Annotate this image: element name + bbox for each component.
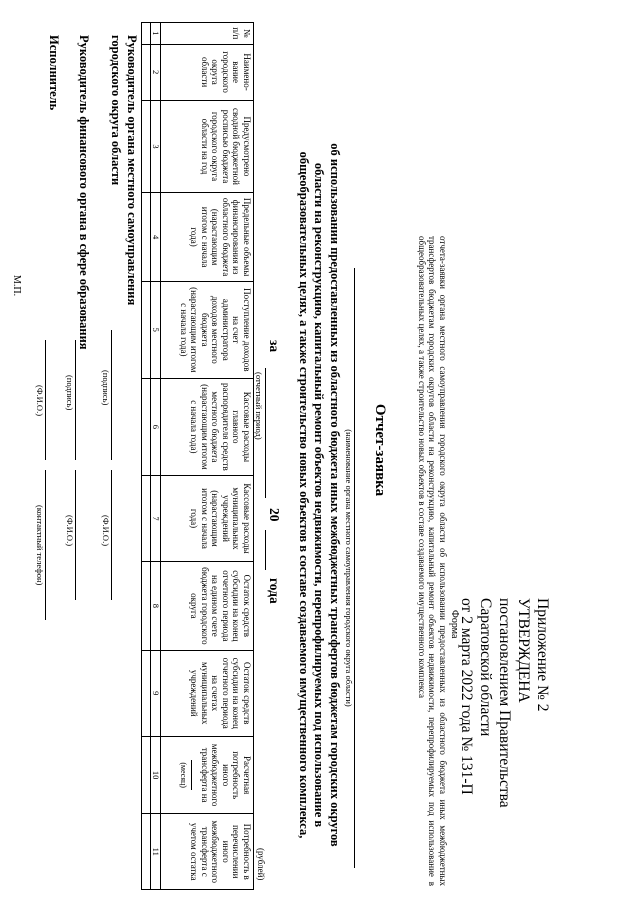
executor-phone-caption: (контактный телефон): [35, 505, 45, 586]
currency-unit: (рублей): [256, 848, 266, 881]
table-cell: [142, 281, 151, 378]
table-cell: [142, 23, 151, 45]
table-cell: 4: [151, 193, 161, 281]
head-local-fio-caption: (Ф.И.О.): [101, 515, 111, 547]
executor-label: Исполнитель: [47, 35, 61, 111]
col-header-balance-single-account: Остаток средств субсидии на конец отчетного периода на едином счете бюджета городского округа: [161, 562, 254, 650]
col-header-institution-expenses: Кассовые расходы муниципальных учреждений (нарастающим итогом с начала года): [161, 475, 254, 561]
table-cell: 9: [151, 650, 161, 736]
col-header-funding-limits: Предельные объемы финансирования из областного бюджета (нарастающим итогом с начала года): [161, 193, 254, 281]
period-twenty: 20: [267, 508, 282, 522]
table-cell: 1: [151, 23, 161, 45]
table-cell: [142, 193, 151, 281]
year-blank-line: [265, 530, 266, 570]
col-header-district: Наимено-вание городского округа области: [161, 44, 254, 100]
executor-fio-line: [45, 340, 46, 460]
table-number-row: [151, 23, 161, 890]
form-label: Форма: [449, 610, 460, 639]
month-blank: [192, 760, 193, 790]
table-cell: [142, 736, 151, 814]
table-cell: [142, 650, 151, 736]
head-local-text: Руководитель органа местного самоуправления городского округа области: [109, 35, 139, 306]
table-cell: [142, 475, 151, 561]
table-cell: [142, 100, 151, 193]
stamp-placeholder: М.П.: [11, 275, 22, 297]
table-cell: 2: [151, 44, 161, 100]
head-local-signature-caption: (подпись): [101, 370, 111, 406]
estimated-need-text: Расчетная потребность иного межбюджетного трансферта на: [200, 743, 252, 807]
table-cell: 11: [151, 814, 161, 890]
col-header-number: № п/п: [161, 23, 254, 45]
col-header-revenue-receipts: Поступление доходов на счет администратора доходов местного бюджета (нарастающим итогом с начала года): [161, 281, 254, 378]
col-header-main-manager-expenses: Кассовые расходы главного распорядителя средств местного бюджета (нарастающим итогом с начала года): [161, 378, 254, 475]
table-cell: 10: [151, 736, 161, 814]
head-finance-fio-line: [75, 470, 76, 600]
report-table: [141, 22, 254, 890]
form-description: отчета-заявки органа местного самоуправления городского округа области об использовании предоставленных из областного бюджета иных межбюджетных трансфертов бюджетам городских округов области на реконструкцию, капитальный ремонт объектов недвижимости, перепрофилируемых под использование в общеобразовательных целях, а также строительство новых объектов в составе создаваемого имущественного комплекса: [417, 236, 448, 886]
period-blank-line: [265, 368, 266, 498]
table-cell: 3: [151, 100, 161, 193]
head-finance-label: Руководитель финансового органа в сфере образования: [77, 35, 91, 350]
approval-stamp: УТВЕРЖДЕНА: [515, 598, 532, 703]
approval-line-1: постановлением Правительства: [496, 598, 513, 808]
head-local-fio-line: [111, 470, 112, 600]
table-empty-row: [142, 23, 151, 890]
head-local-signature-line: [111, 330, 112, 460]
table-cell: 5: [151, 281, 161, 378]
head-finance-fio-caption: (Ф.И.О.): [65, 515, 75, 547]
month-caption: (месяц): [179, 762, 188, 788]
period-year-word: года: [267, 578, 282, 604]
period-row: [262, 340, 282, 700]
period-caption: (отчетный период): [254, 372, 264, 440]
head-finance-signature-caption: (подпись): [65, 375, 75, 411]
head-local-label: [108, 35, 140, 335]
approval-line-3: от 2 марта 2022 года № 131-П: [458, 598, 475, 795]
executor-phone-line: [45, 470, 46, 620]
approval-block: [457, 598, 552, 808]
period-za: за: [267, 340, 282, 353]
table-cell: [142, 378, 151, 475]
col-header-estimated-need: [161, 736, 254, 814]
appendix-number: Приложение № 2: [534, 598, 551, 712]
table-cell: [142, 562, 151, 650]
col-header-transfer-need: Потребность в перечислении иного межбюджетного трансферта с учетом остатка: [161, 814, 254, 890]
table-cell: 7: [151, 475, 161, 561]
table-cell: [142, 44, 151, 100]
head-finance-signature-line: [75, 340, 76, 460]
col-header-balance-institutions: Остаток средств субсидии на конец отчетного периода на счетах муниципальных учреждений: [161, 650, 254, 736]
table-cell: [142, 814, 151, 890]
executor-fio-caption: (Ф.И.О.): [35, 385, 45, 417]
table-cell: 6: [151, 378, 161, 475]
report-title: Отчет-заявка: [372, 403, 388, 497]
table-cell: 8: [151, 562, 161, 650]
table-header-row: [161, 23, 254, 890]
report-heading: об использовании предоставленных из областного бюджета иных межбюджетных трансфертов бюджетам городских округов области на реконструкцию, капитальный ремонт объектов недвижимости, перепрофилируемых под использование в общеобразовательных целях, а также строительство новых объектов в составе создаваемого имущественного комплекса,: [297, 143, 342, 847]
authority-name-line: [354, 268, 355, 868]
col-header-budget-plan: Предусмотрено сводной бюджетной росписью бюджета городского округа области на год: [161, 100, 254, 193]
authority-caption: (наименование органа местного самоуправления городского округа области): [344, 429, 354, 707]
approval-line-2: Саратовской области: [477, 598, 494, 737]
